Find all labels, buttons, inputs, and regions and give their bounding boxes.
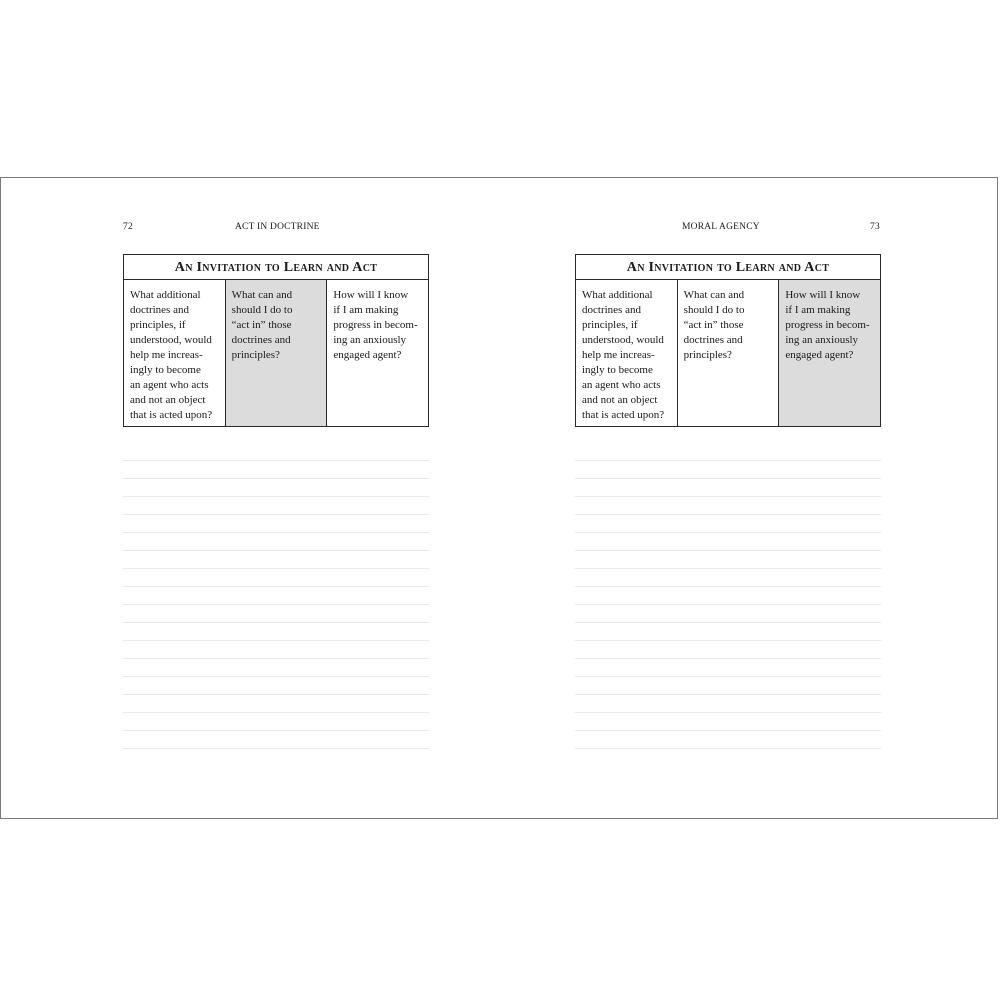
question-column-learn: What additional doctrines and principles, if understood, would help me increas- ingly to become an agent who acts and not an object that is acted upon? [582,289,665,421]
writing-line [123,712,429,713]
writing-line [575,496,881,497]
writing-line [575,676,881,677]
writing-line [123,622,429,623]
writing-line [575,694,881,695]
running-head-left: ACT IN DOCTRINE [235,222,320,232]
writing-line [575,478,881,479]
invitation-box-columns [124,280,428,426]
writing-line [123,658,429,659]
running-head-right: MORAL AGENCY [682,222,760,232]
writing-line [575,640,881,641]
writing-line [575,550,881,551]
writing-line [123,604,429,605]
question-column-act: What can and should I do to “act in” those doctrines and principles? [225,280,327,426]
question-column-progress: How will I know if I am making progress in becom- ing an anxiously engaged agent? [326,280,428,426]
writing-line [123,478,429,479]
question-column-learn: What additional doctrines and principles, if understood, would help me increas- ingly to become an agent who acts and not an object that is acted upon? [130,289,213,421]
writing-line [123,586,429,587]
page-number-right: 73 [870,222,880,232]
writing-line [123,676,429,677]
writing-line [575,658,881,659]
writing-line [575,586,881,587]
invitation-box-title: An Invitation to Learn and Act [576,255,880,280]
invitation-box-left [123,254,429,427]
writing-line [123,640,429,641]
question-column-act: What can and should I do to “act in” those doctrines and principles? [677,280,779,426]
writing-line [123,730,429,731]
writing-line [575,568,881,569]
writing-line [575,622,881,623]
writing-line [575,514,881,515]
writing-line [575,730,881,731]
writing-line [123,496,429,497]
writing-line [575,712,881,713]
book-spread [0,177,998,819]
writing-line [575,604,881,605]
page-number-left: 72 [123,222,133,232]
invitation-box-columns [576,280,880,426]
writing-lines-left [123,460,429,760]
invitation-box-right [575,254,881,427]
question-column-progress: How will I know if I am making progress in becom- ing an anxiously engaged agent? [778,280,880,426]
writing-line [575,532,881,533]
writing-lines-right [575,460,881,760]
writing-line [123,694,429,695]
left-page [1,178,500,818]
right-page [500,178,999,818]
writing-line [575,460,881,461]
writing-line [123,550,429,551]
writing-line [123,748,429,749]
writing-line [123,514,429,515]
writing-line [123,568,429,569]
writing-line [575,748,881,749]
writing-line [123,460,429,461]
writing-line [123,532,429,533]
invitation-box-title: An Invitation to Learn and Act [124,255,428,280]
